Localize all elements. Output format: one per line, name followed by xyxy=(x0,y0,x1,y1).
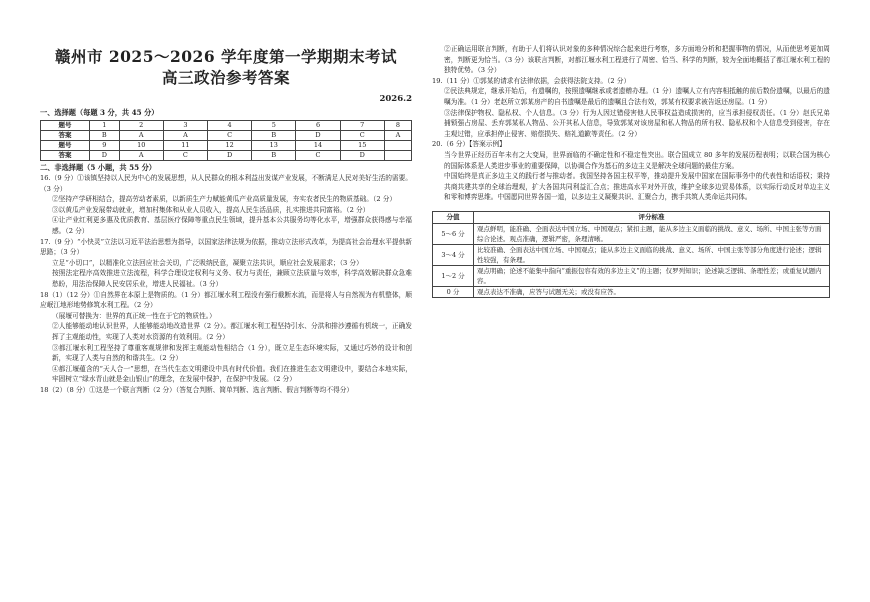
answer-table-row xyxy=(41,151,412,161)
answer-table-cell: 11 xyxy=(163,141,207,151)
answer-paragraph: 立足“小切口”，以精准化立法回应社会关切，广泛吸纳民意，凝聚立法共识，顺应社会发展需求；（3 分） xyxy=(52,258,363,267)
answer-table-cell: A xyxy=(163,131,207,141)
answer-table-cell: A xyxy=(384,131,411,141)
answer-paragraph: 17.（9 分）“小快灵”立法以习近平法治思想为指导，以国家法律法规为依据，推动立法形式改革，为提高社会治理水平提供新思路；（3 分） xyxy=(40,237,412,257)
answer-table-cell: 7 xyxy=(340,121,384,131)
answer-table-cell: D xyxy=(296,131,340,141)
answer-paragraph: ③都江堰水利工程坚持了尊重客观规律和发挥主观能动性相结合（1 分），既立足生态环境实际，又通过巧妙的设计和创新，实现了人类与自然的和谐共生。（2 分） xyxy=(52,343,412,363)
answer-table-cell: 15 xyxy=(340,141,384,151)
answer-table-row xyxy=(41,141,412,151)
answer-table-cell: B xyxy=(90,131,120,141)
answer-table-cell: B xyxy=(252,131,296,141)
answer-table-row-label: 答案 xyxy=(41,131,90,141)
exam-date: 2026.2 xyxy=(379,94,412,104)
answer-table-cell: 13 xyxy=(252,141,296,151)
answer-table-cell: D xyxy=(208,151,252,161)
answer-table-cell: A xyxy=(119,151,163,161)
rubric-header-score: 分值 xyxy=(433,211,474,223)
section-1-heading: 一、选择题（每题 3 分，共 45 分） xyxy=(40,108,159,117)
answer-table-cell: 4 xyxy=(208,121,252,131)
answer-paragraph: 18（1）（12 分）①自然界在本原上是物质的。（1 分）都江堰水利工程没有强行截断水流，而是将人与自然视为有机整体，顺应岷江地形地势修筑水利工程。（2 分） xyxy=(40,290,412,310)
answer-paragraph: ③法律保护物权、隐私权、个人信息。（3 分）行为人因过错侵害他人民事权益造成损害的，应当承担侵权责任。（1 分）赵氏兄弟捕锁强占房屋、丢弃郭某私人物品、公开其私人信息，导致郭某对该房屋和私人物品的所有权、隐私权和个人信息受到侵害，存在主观过错，应承担停止侵害、赔偿损失、赔礼道歉等责任。（2 分） xyxy=(444,108,830,138)
answer-paragraph: ②人能够能动地认识世界，人能够能动地改造世界（2 分）。都江堰水利工程坚持引水、分洪和排沙遵循有机统一，正确发挥了主观能动性，实现了人类对水资源的有效利用。（2 分） xyxy=(52,322,412,341)
right-answers xyxy=(432,44,830,203)
answer-paragraph: 18（2）（8 分）①这是一个联言判断（2 分）（答复合判断、简单判断、选言判断、假言判断等均不得分） xyxy=(40,385,354,394)
left-column xyxy=(40,44,412,395)
answer-table-cell: A xyxy=(119,131,163,141)
answer-paragraph: 20.（6 分）【答案示例】 xyxy=(432,140,506,149)
answer-paragraph: ②正确运用联言判断，有助于人们将认识对象的多种情况综合起来进行考察，多方面地分析和把握事物的情况，从而使思考更加周密，判断更为恰当。（3 分）该联言判断，对都江堰水利工程进行了周密、恰当、科学的判断，较为全面地概括了都江堰水利工程的独特优势。（3 分） xyxy=(444,45,830,75)
answer-key-table xyxy=(40,120,412,161)
answer-table-row xyxy=(41,121,412,131)
left-answers xyxy=(40,173,412,395)
answer-paragraph: ④让产业红利更多惠及优质教育、基层医疗保障等重点民生领域，提升基本公共服务均等化水平，增强群众获得感与幸福感。（2 分） xyxy=(52,216,412,235)
rubric-criteria-text: 观点表达不准确，应答与试题无关；或没有应答。 xyxy=(474,286,830,297)
answer-table-row-label: 题号 xyxy=(41,141,90,151)
answer-table-row-label: 答案 xyxy=(41,151,90,161)
right-column xyxy=(432,44,830,298)
answer-paragraph: （展堰可替换为：世界的真正统一性在于它的物质性。） xyxy=(52,311,216,320)
rubric-row xyxy=(433,223,830,244)
answer-paragraph: 按照法定程序高效推进立法流程，科学合理设定权利与义务、权力与责任，兼顾立法质量与效率，科学高效解决群众急难愁盼，用法治保障人民安居乐业，增进人民福祉。（3 分） xyxy=(52,269,412,288)
section-2-heading: 二、非选择题（5 小题，共 55 分） xyxy=(40,163,156,172)
rubric-criteria-text: 比较准确、全面表达中国立场、中国观点；能从多边主义面临的挑战、意义、场所、中国主张等部分角度进行论述；逻辑性较强，有条理。 xyxy=(474,244,830,265)
answer-table-cell: C xyxy=(340,131,384,141)
rubric-row xyxy=(433,265,830,286)
answer-table-row-label: 题号 xyxy=(41,121,90,131)
answer-table-cell: 6 xyxy=(296,121,340,131)
answer-table-cell: D xyxy=(340,151,384,161)
rubric-score-level: 5～6 分 xyxy=(433,223,474,244)
rubric-score-level: 3～4 分 xyxy=(433,244,474,265)
rubric-criteria-text: 观点明确；论述不能集中指向“重振包容有效的多边主义”的主题；仅罗列知识；论述缺乏逻辑、条理性差；或重复试题内容。 xyxy=(474,265,830,286)
rubric-row xyxy=(433,244,830,265)
rubric-row xyxy=(433,286,830,297)
answer-table-cell: 12 xyxy=(208,141,252,151)
answer-paragraph: ③以黄瓜产业发展带动就业，增加村集体和从业人员收入，提高人民生活品质，扎实推进共同富裕。（2 分） xyxy=(52,205,370,214)
answer-paragraph: ②坚持产学研相结合，提高劳动者素质，以新质生产力赋能黄瓜产业高质量发展，夯实农者民生的物质基础。（2 分） xyxy=(52,195,397,204)
answer-table-cell: C xyxy=(208,131,252,141)
answer-table-cell: 10 xyxy=(119,141,163,151)
answer-paragraph: 16.（9 分）①该镇坚持以人民为中心的发展思想，从人民群众的根本利益出发谋产业发展，不断满足人民对美好生活的需要。（3 分） xyxy=(40,174,412,193)
answer-table-cell: 1 xyxy=(90,121,120,131)
answer-table-cell: 14 xyxy=(296,141,340,151)
answer-table-cell: 5 xyxy=(252,121,296,131)
rubric-criteria-text: 观点鲜明，能准确、全面表达中国立场、中国观点；紧扣主题，能从多边主义面临的挑战、意义、场所、中国主张等方面综合论述。观点准确，逻辑严密，条理清晰。 xyxy=(474,223,830,244)
answer-table-cell: C xyxy=(296,151,340,161)
answer-table-cell: C xyxy=(163,151,207,161)
answer-paragraph: 19.（11 分）①郭某的请求有法律依据，会获得法院支持。（2 分） xyxy=(432,76,631,85)
answer-paragraph: ②民法典规定，继承开始后，有遗嘱的，按照遗嘱继承或者遗赠办理。（1 分）遗嘱人立有内容相抵触的前后数份遗嘱，以最后的遗嘱为准。（1 分）老赵所立郭某房产的自书遗嘱是最后的遗嘱且合法有效，郭某有权要求被告返还房屋。（1 分） xyxy=(444,87,830,106)
answer-table-cell xyxy=(384,141,411,151)
answer-table-cell: D xyxy=(90,151,120,161)
answer-table-cell: 9 xyxy=(90,141,120,151)
answer-table-cell: 2 xyxy=(119,121,163,131)
exam-subtitle: 高三政治参考答案 xyxy=(161,68,290,87)
rubric-score-level: 1～2 分 xyxy=(433,265,474,286)
scoring-rubric-table xyxy=(432,211,830,298)
answer-paragraph: 中国始终是真正多边主义的践行者与推动者。我国坚持各国主权平等，推动提升发展中国家在国际事务中的代表性和话语权；秉持共商共建共享的全球治理观，扩大各国共同利益汇合点；推进高水平对外开放，维护全球多边贸易体系，以实际行动反对单边主义和零和博弈思维。中国愿同世界各国一道，以多边主义凝聚共识、汇聚合力，携手共筑人类命运共同体。 xyxy=(444,172,830,202)
answer-table-cell xyxy=(384,151,411,161)
answer-table-cell: 8 xyxy=(384,121,411,131)
answer-paragraph: 当今世界正经历百年未有之大变局，世界面临的不确定性和不稳定性突出。联合国成立 80 多年的发展历程表明；以联合国为核心的国际体系是人类进步事业的重要保障，以协调合作为基石的多边主义是解决全球问题的最佳方案。 xyxy=(444,150,830,170)
answer-paragraph: ④都江堰蕴含的“天人合一”思想，在当代生态文明建设中具有时代价值。我们在推进生态文明建设中，要结合本地实际，牢固树立“绿水青山就是金山银山”的理念，在发展中保护，在保护中发展。（2 分） xyxy=(52,364,412,384)
exam-title: 赣州市 2025～2026 学年度第一学期期末考试 xyxy=(54,47,398,66)
answer-table-row xyxy=(41,131,412,141)
answer-table-cell: B xyxy=(252,151,296,161)
answer-table-cell: 3 xyxy=(163,121,207,131)
rubric-score-level: 0 分 xyxy=(433,286,474,297)
rubric-header-criteria: 评分标准 xyxy=(474,211,830,223)
